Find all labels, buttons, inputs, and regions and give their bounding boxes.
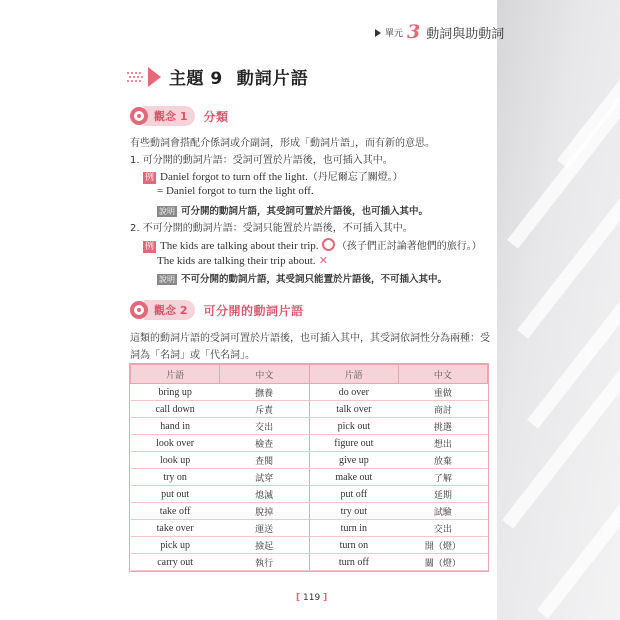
wrong-icon: ✕ — [318, 254, 328, 267]
phrase-cell: carry out — [131, 554, 220, 571]
page-number-value: 119 — [303, 593, 321, 603]
phrase-cell: hand in — [131, 418, 220, 435]
phrase-cell: turn off — [309, 554, 398, 571]
chinese-cell: 商討 — [398, 401, 487, 418]
chinese-cell: 放棄 — [398, 452, 487, 469]
chinese-cell: 執行 — [220, 554, 309, 571]
concept-1-pill: 觀念 1 — [144, 106, 195, 126]
chinese-cell: 重做 — [398, 384, 487, 401]
table-row — [131, 435, 488, 452]
example-1-zh: （丹尼爾忘了關燈。） — [307, 172, 403, 183]
chinese-cell: 撿起 — [220, 537, 309, 554]
chinese-cell: 延期 — [398, 486, 487, 503]
table-row — [131, 452, 488, 469]
chinese-cell: 脫掉 — [220, 503, 309, 520]
table-header-row — [131, 365, 488, 384]
topic-heading — [127, 64, 309, 89]
phrase-cell: call down — [131, 401, 220, 418]
chinese-cell: 試穿 — [220, 469, 309, 486]
concept-1-title: 分類 — [203, 109, 229, 124]
chinese-cell: 查閱 — [220, 452, 309, 469]
example-2-wrong-text: The kids are talking their trip about. — [157, 255, 316, 267]
note-tag: 說明 — [159, 275, 175, 284]
concept-2-title: 可分開的動詞片語 — [203, 303, 304, 318]
phrase-cell: look up — [131, 452, 220, 469]
chinese-cell: 檢查 — [220, 435, 309, 452]
chinese-cell: 熄滅 — [220, 486, 309, 503]
phrase-cell: do over — [309, 384, 398, 401]
chinese-cell: 開（燈） — [398, 537, 487, 554]
phrase-cell: put off — [309, 486, 398, 503]
target-icon — [130, 301, 148, 319]
phrase-cell: put out — [131, 486, 220, 503]
example-2-wrong — [157, 254, 328, 267]
phrase-cell: turn on — [309, 537, 398, 554]
phrase-cell: take over — [131, 520, 220, 537]
arrow-icon — [148, 67, 161, 87]
table-row — [131, 554, 488, 571]
chinese-cell: 運送 — [220, 520, 309, 537]
correct-icon — [322, 238, 335, 251]
example-1-en: Daniel forgot to turn off the light. — [160, 171, 308, 183]
phrase-cell: take off — [131, 503, 220, 520]
unit-header — [375, 23, 504, 42]
example-tag: 例 — [145, 242, 155, 252]
header-phrase: 片語 — [309, 365, 398, 384]
concept-2-pill: 觀念 2 — [144, 300, 195, 320]
table-row — [131, 418, 488, 435]
phrase-cell: turn in — [309, 520, 398, 537]
table-row — [131, 537, 488, 554]
note-2-text: 不可分開的動詞片語，其受詞只能置於片語後，不可插入其中。 — [181, 274, 448, 285]
example-1 — [143, 168, 403, 184]
chinese-cell: 交出 — [220, 418, 309, 435]
chinese-cell: 撫養 — [220, 384, 309, 401]
topic-label: 主題 9 — [169, 69, 223, 89]
header-chinese: 中文 — [220, 365, 309, 384]
example-2 — [143, 237, 482, 253]
phrase-cell: look over — [131, 435, 220, 452]
note-2 — [157, 271, 447, 285]
table-row — [131, 401, 488, 418]
phrase-cell: bring up — [131, 384, 220, 401]
phrase-cell: try out — [309, 503, 398, 520]
concept-1-intro: 有些動詞會搭配介係詞或介副詞，形成「動詞片語」，而有新的意思。 — [130, 138, 435, 149]
concept-2-heading — [130, 300, 304, 320]
example-tag: 例 — [145, 173, 155, 183]
target-icon — [130, 107, 148, 125]
topic-title: 動詞片語 — [236, 69, 309, 89]
table-row — [131, 486, 488, 503]
chinese-cell: 挑選 — [398, 418, 487, 435]
example-1-alt: = Daniel forgot to turn the light off. — [157, 185, 314, 197]
table-body — [131, 384, 488, 571]
phrase-cell: figure out — [309, 435, 398, 452]
table-row — [131, 469, 488, 486]
decorative-band — [497, 0, 620, 620]
phrase-cell: give up — [309, 452, 398, 469]
unit-number: 3 — [407, 21, 421, 43]
chinese-cell: 了解 — [398, 469, 487, 486]
dots-icon — [127, 69, 145, 85]
unit-label: 單元 — [385, 29, 404, 39]
phrase-cell: try on — [131, 469, 220, 486]
unit-title: 動詞與助動詞 — [426, 27, 505, 42]
header-phrase: 片語 — [131, 365, 220, 384]
triangle-icon — [375, 29, 381, 37]
chinese-cell: 關（燈） — [398, 554, 487, 571]
example-2-en: The kids are talking about their trip. — [160, 240, 319, 252]
point-1: 1. 可分開的動詞片語：受詞可置於片語後，也可插入其中。 — [130, 155, 393, 166]
chinese-cell: 交出 — [398, 520, 487, 537]
header-chinese: 中文 — [398, 365, 487, 384]
chinese-cell: 想出 — [398, 435, 487, 452]
note-1 — [157, 203, 428, 217]
note-1-text: 可分開的動詞片語，其受詞可置於片語後，也可插入其中。 — [181, 206, 429, 217]
concept-2-desc-1: 這類的動詞片語的受詞可置於片語後，也可插入其中，其受詞依詞性分為兩種：受 — [130, 333, 490, 344]
phrase-cell: talk over — [309, 401, 398, 418]
chinese-cell: 斥責 — [220, 401, 309, 418]
point-2: 2. 不可分開的動詞片語：受詞只能置於片語後，不可插入其中。 — [130, 223, 413, 234]
page-number: [ 119 ] — [296, 593, 328, 603]
chinese-cell: 試驗 — [398, 503, 487, 520]
phrase-cell: make out — [309, 469, 398, 486]
concept-1-heading — [130, 106, 229, 126]
phrase-cell: pick up — [131, 537, 220, 554]
phrase-table — [130, 364, 488, 571]
table-row — [131, 503, 488, 520]
concept-2-desc-2: 詞為「名詞」或「代名詞」。 — [130, 350, 255, 361]
phrase-cell: pick out — [309, 418, 398, 435]
example-2-zh: （孩子們正討論著他們的旅行。） — [336, 241, 482, 252]
table-row — [131, 520, 488, 537]
table-row — [131, 384, 488, 401]
note-tag: 說明 — [159, 207, 175, 216]
